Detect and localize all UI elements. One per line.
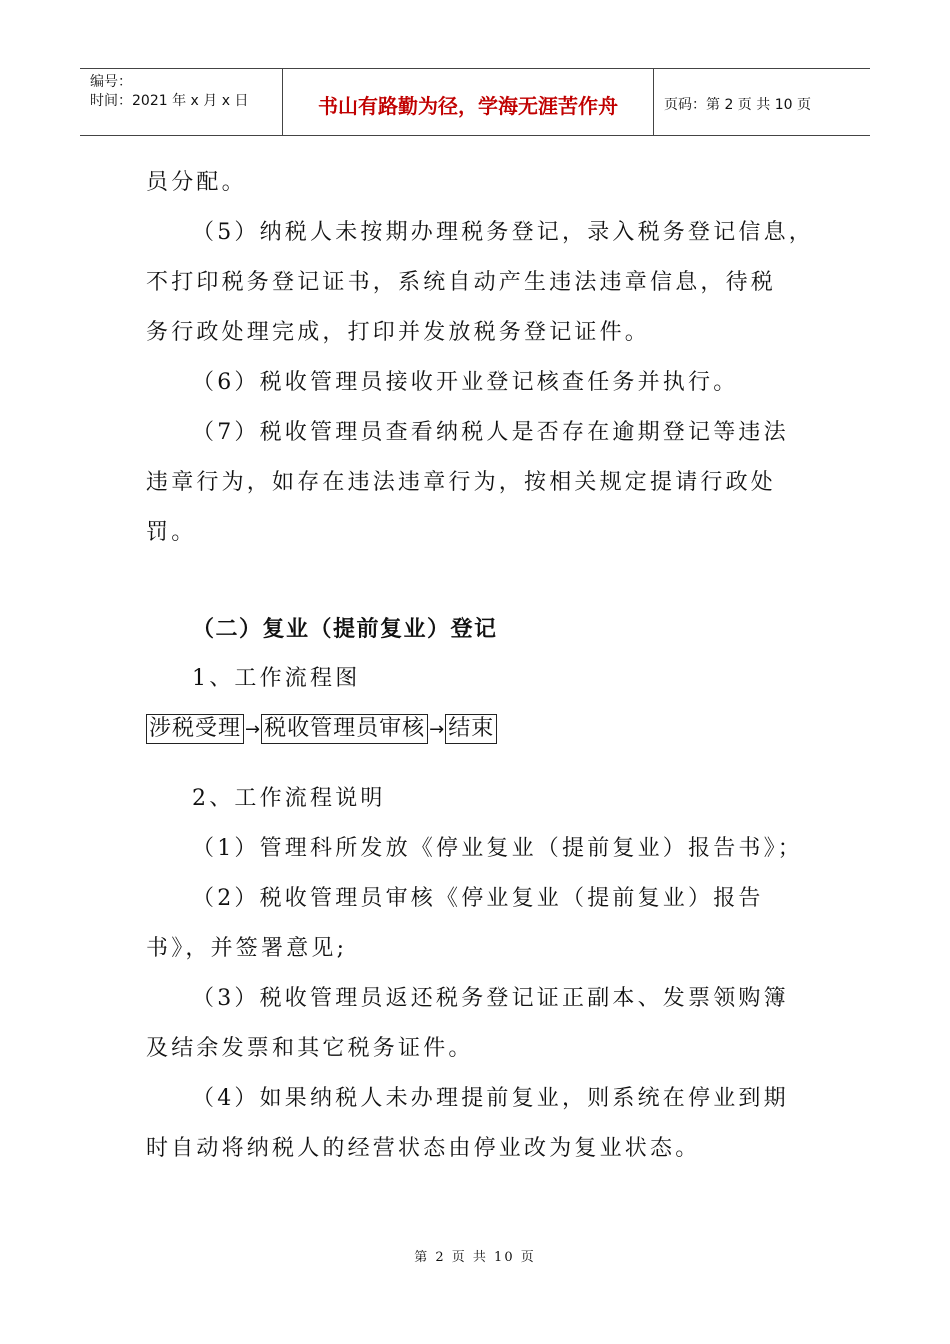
paragraph-line: 罚。 xyxy=(146,520,197,545)
paragraph-line: （3）税收管理员返还税务登记证正副本、发票领购簿 xyxy=(192,986,789,1011)
workflow-diagram xyxy=(146,704,806,754)
item-description-title: 2、工作流程说明 xyxy=(192,786,386,811)
paragraph-line: （6）税收管理员接收开业登记核查任务并执行。 xyxy=(192,370,739,395)
paragraph-line: 时自动将纳税人的经营状态由停业改为复业状态。 xyxy=(146,1136,701,1161)
header-page-info: 页码：第 2 页 共 10 页 xyxy=(664,97,811,113)
header-meta xyxy=(80,69,282,135)
paragraph-line: （2）税收管理员审核《停业复业（提前复业）报告 xyxy=(192,886,764,911)
paragraph-line: （1）管理科所发放《停业复业（提前复业）报告书》； xyxy=(192,836,803,861)
doc-number-label: 编号： xyxy=(90,74,132,90)
spacer xyxy=(146,754,806,774)
item-flowchart-title: 1、工作流程图 xyxy=(192,666,361,691)
flow-step-end: 结束 xyxy=(445,714,497,744)
section-title: （二）复业（提前复业）登记 xyxy=(192,616,498,642)
paragraph-line: 不打印税务登记证书，系统自动产生违法违章信息，待税 xyxy=(146,270,777,295)
paragraph-line: 及结余发票和其它税务证件。 xyxy=(146,1036,474,1061)
spacer xyxy=(146,558,806,604)
page-footer: 第 2 页 共 10 页 xyxy=(414,1250,536,1265)
paragraph-line: 员分配。 xyxy=(146,170,247,195)
paragraph-line: （4）如果纳税人未办理提前复业，则系统在停业到期 xyxy=(192,1086,789,1111)
flow-arrow-icon: → xyxy=(245,718,261,740)
flow-arrow-icon: → xyxy=(429,718,445,740)
page-header xyxy=(80,68,870,136)
paragraph-line: 务行政处理完成，打印并发放税务登记证件。 xyxy=(146,320,651,345)
doc-time-label: 时间：2021 年 x 月 x 日 xyxy=(90,93,249,109)
paragraph-line: 违章行为，如存在违法违章行为，按相关规定提请行政处 xyxy=(146,470,777,495)
flow-step-tax-acceptance: 涉税受理 xyxy=(146,714,244,744)
paragraph-line: 书》，并签署意见; xyxy=(146,936,348,961)
flow-step-manager-review: 税收管理员审核 xyxy=(261,714,428,744)
paragraph-line: （7）税收管理员查看纳税人是否存在逾期登记等违法 xyxy=(192,420,789,445)
header-motto: 书山有路勤为径，学海无涯苦作舟 xyxy=(282,69,654,135)
document-body xyxy=(146,158,814,1174)
paragraph-line: （5）纳税人未按期办理税务登记，录入税务登记信息， xyxy=(192,220,814,245)
